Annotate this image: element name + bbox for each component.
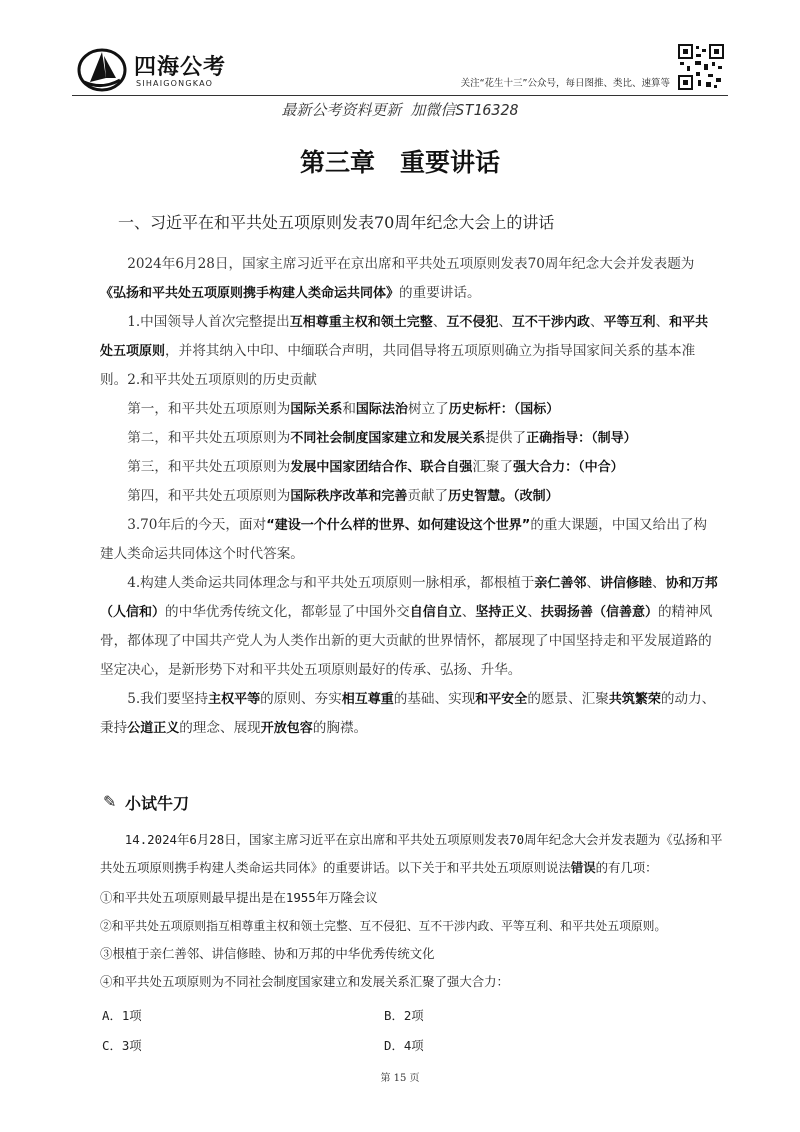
logo-icon xyxy=(76,44,128,92)
point-1-paragraph: 1.中国领导人首次完整提出互相尊重主权和领土完整、互不侵犯、互不干涉内政、平等互利、和平共处五项原则，并将其纳入中印、中缅联合声明，共同倡导将五项原则确立为指导国家间关系的基本准则。 xyxy=(100,314,709,388)
header-note: 关注“花生十三”公众号，每日图推、类比、速算等 xyxy=(460,78,670,89)
point-3-paragraph: 3.70年后的今天，面对“建设一个什么样的世界、如何建设这个世界”的重大课题，中国又给出了构建人类命运共同体这个时代答案。 xyxy=(100,517,708,562)
qr-code-icon xyxy=(678,44,724,90)
exercise-title: 小试牛刀 xyxy=(125,794,190,813)
point-2-row: 第一，和平共处五项原则为国际关系和国际法治树立了历史标杆：（国标） xyxy=(127,401,560,417)
logo-subtitle: SIHAIGONGKAO xyxy=(136,79,214,88)
point-2-row: 第二，和平共处五项原则为不同社会制度国家建立和发展关系提供了正确指导：（制导） xyxy=(127,430,637,446)
option-a[interactable]: A．1项 xyxy=(102,1008,142,1023)
point-2-heading: 2.和平共处五项原则的历史贡献 xyxy=(127,372,317,388)
logo-text: 四海公考 xyxy=(134,55,227,80)
option-c[interactable]: C．3项 xyxy=(102,1038,142,1053)
point-2-row: 第四，和平共处五项原则为国际秩序改革和完善贡献了历史智慧。（改制） xyxy=(127,488,559,504)
option-d[interactable]: D．4项 xyxy=(384,1038,424,1053)
question-statement: ①和平共处五项原则最早提出是在1955年万隆会议 xyxy=(100,890,378,905)
option-b[interactable]: B．2项 xyxy=(384,1008,424,1023)
section-title: 一、习近平在和平共处五项原则发表70周年纪念大会上的讲话 xyxy=(118,213,555,232)
question-stem: 14.2024年6月28日，国家主席习近平在京出席和平共处五项原则发表70周年纪念大会并发表题为《弘扬和平共处五项原则携手构建人类命运共同体》的重要讲话。以下关于和平共处五项原则说法错误的有几项： xyxy=(100,832,723,875)
point-4-paragraph: 4.构建人类命运共同体理念与和平共处五项原则一脉相承，都根植于亲仁善邻、讲信修睦、协和万邦（人信和）的中华优秀传统文化，都彰显了中国外交自信自立、坚持正义、扶弱扬善（信善意）的精神风骨，都体现了中国共产党人为人类作出新的更大贡献的世界情怀，都展现了中国坚持走和平发展道路的坚定决心，是新形势下对和平共处五项原则最好的传承、弘扬、升华。 xyxy=(100,575,718,678)
watermark-text: 最新公考资料更新 加微信ST16328 xyxy=(281,101,519,119)
page-number: 第 15 页 xyxy=(380,1073,420,1084)
question-statement: ②和平共处五项原则指互相尊重主权和领土完整、互不侵犯、互不干涉内政、平等互利、和平共处五项原则。 xyxy=(100,919,667,933)
question-statement: ③根植于亲仁善邻、讲信修睦、协和万邦的中华优秀传统文化 xyxy=(100,946,435,961)
question-statement: ④和平共处五项原则为不同社会制度国家建立和发展关系汇聚了强大合力： xyxy=(100,974,509,989)
intro-paragraph: 2024年6月28日，国家主席习近平在京出席和平共处五项原则发表70周年纪念大会并发表题为《弘扬和平共处五项原则携手构建人类命运共同体》的重要讲话。 xyxy=(100,256,695,301)
header-divider xyxy=(72,95,728,96)
chapter-title: 第三章 重要讲话 xyxy=(299,148,500,177)
point-5-paragraph: 5.我们要坚持主权平等的原则、夯实相互尊重的基础、实现和平安全的愿景、汇聚共筑繁荣的动力、秉持公道正义的理念、展现开放包容的胸襟。 xyxy=(100,691,716,736)
pencil-icon: ✎ xyxy=(103,792,117,811)
point-2-row: 第三，和平共处五项原则为发展中国家团结合作、联合自强汇聚了强大合力：（中合） xyxy=(127,459,624,475)
